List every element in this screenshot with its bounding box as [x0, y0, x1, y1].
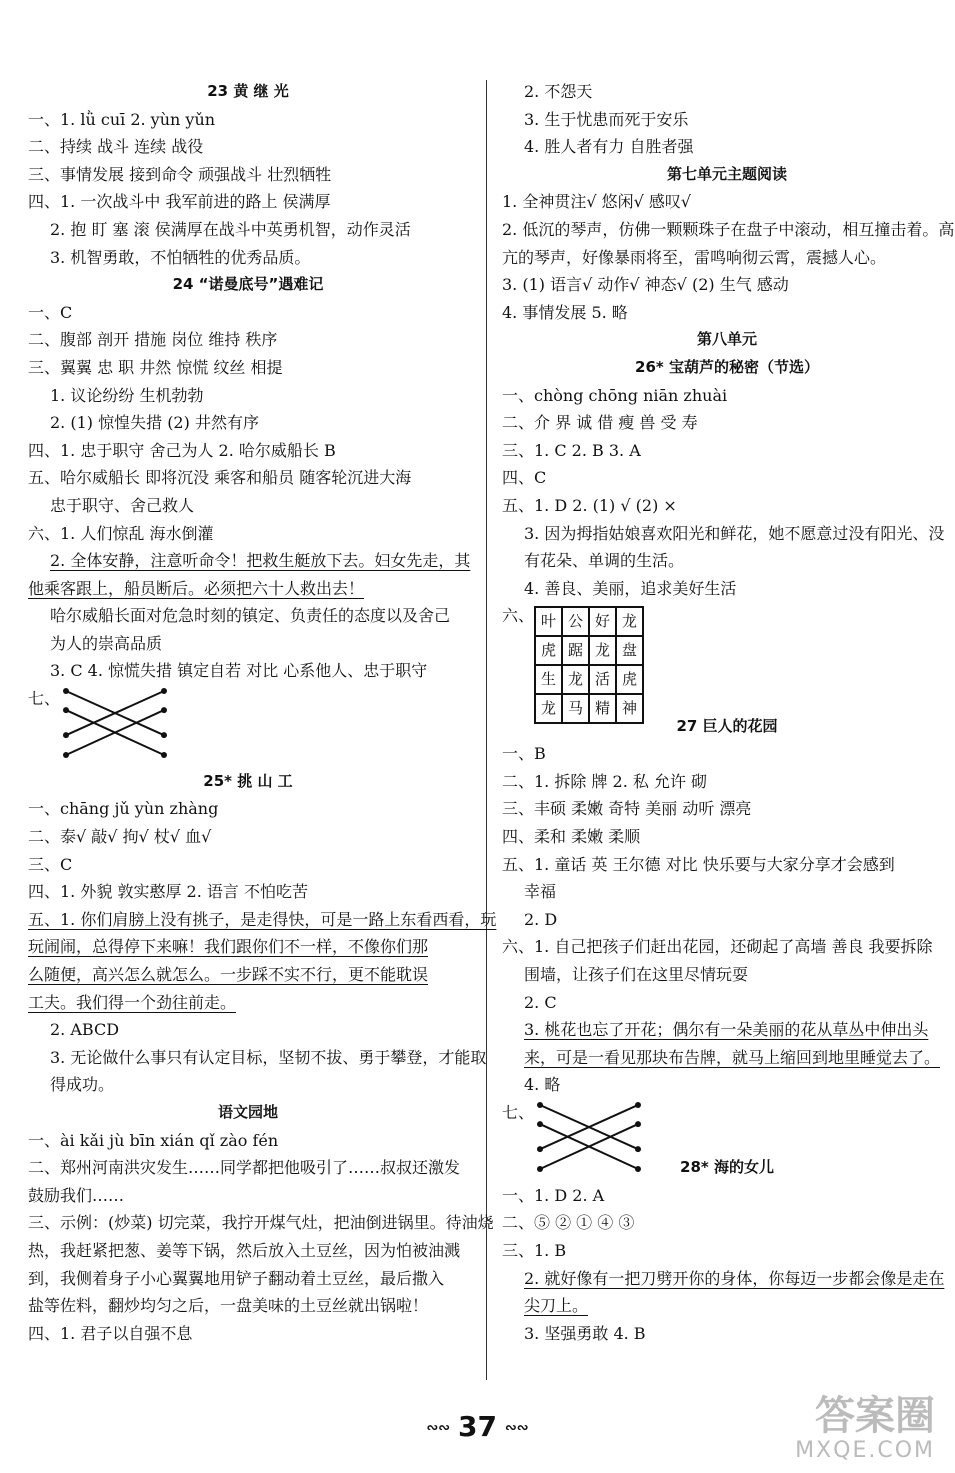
answer-line: 2. 抱 盯 塞 滚 侯满厚在战斗中英勇机智，动作灵活	[50, 219, 411, 239]
grid-cell: 龙	[562, 665, 589, 694]
answer-line: 3. 机智勇敢，不怕牺牲的优秀品质。	[50, 247, 311, 267]
answer-line: 三、示例：(炒菜) 切完菜，我拧开煤气灶，把油倒进锅里。待油烧	[28, 1213, 494, 1233]
matching-lines-diagram	[60, 685, 170, 761]
answer-line: 盐等佐料，翻炒均匀之后，一盘美味的土豆丝就出锅啦！	[28, 1296, 429, 1316]
answer-line: 二、⑤ ② ① ④ ③	[502, 1213, 635, 1233]
answer-line: 五、1. 童话 英 王尔德 对比 快乐要与大家分享才会感到	[502, 854, 895, 874]
grid-cell: 虎	[535, 636, 562, 665]
answer-line: 3. (1) 语言√ 动作√ 神态√ (2) 生气 感动	[502, 275, 789, 295]
answer-line: 三、翼翼 忠 职 井然 惊慌 纹丝 相提	[28, 357, 283, 377]
grid-cell: 踞	[562, 636, 589, 665]
answer-line: 四、柔和 柔嫩 柔顺	[502, 827, 641, 847]
answer-line: 忠于职守、舍己救人	[50, 495, 195, 515]
grid-cell: 龙	[616, 607, 643, 636]
answer-line: 1. 全神贯注√ 悠闲√ 感叹√	[502, 192, 692, 212]
answer-line: 幸福	[524, 882, 557, 902]
answer-line: 到，我侧着身子小心翼翼地用铲子翻动着土豆丝，最后撒入	[28, 1268, 445, 1288]
answer-line: 三、C	[28, 854, 73, 874]
answer-line: 3. 无论做什么事只有认定目标，坚韧不拔、勇于攀登，才能取	[50, 1047, 487, 1067]
answer-line: 2. 全体安静，注意听命令！把救生艇放下去。妇女先走，其	[50, 551, 471, 571]
answer-line: 2. C	[524, 992, 557, 1012]
section-title: 24 “诺曼底号”遇难记	[172, 275, 324, 294]
grid-cell: 生	[535, 665, 562, 694]
answer-line: 4. 事情发展 5. 略	[502, 302, 628, 322]
section-title: 27 巨人的花园	[676, 716, 778, 735]
answer-line: 他乘客跟上，船员断后。必须把六十人救出去！	[28, 578, 365, 598]
grid-cell: 公	[562, 607, 589, 636]
answer-line: 一、1. D 2. A	[502, 1185, 605, 1205]
answer-line: 六、1. 自己把孩子们赶出花园，还砌起了高墙 善良 我要拆除	[502, 937, 933, 957]
watermark-url: MXQE.COM	[795, 1438, 935, 1463]
section-title: 25* 挑 山 工	[203, 771, 293, 790]
answer-line: 鼓励我们……	[28, 1185, 125, 1205]
answer-line: 一、chāng jǔ yùn zhàng	[28, 799, 219, 819]
grid-cell: 龙	[589, 636, 616, 665]
grid-cell: 盘	[616, 636, 643, 665]
answer-line: 一、C	[28, 302, 73, 322]
answer-line: 二、郑州河南洪灾发生……同学都把他吸引了……叔叔还激发	[28, 1158, 461, 1178]
section-title: 28* 海的女儿	[680, 1158, 774, 1177]
section-title: 第八单元	[696, 330, 757, 349]
answer-line: 热，我赶紧把葱、姜等下锅，然后放入土豆丝，因为怕被油溅	[28, 1240, 461, 1260]
grid-cell: 马	[562, 694, 589, 723]
right-ornament: ∾∾	[504, 1420, 529, 1436]
answer-line: 四、1. 忠于职守 舍己为人 2. 哈尔威船长 B	[28, 440, 336, 460]
answer-line: 3. C 4. 惊慌失措 镇定自若 对比 心系他人、忠于职守	[50, 661, 428, 681]
answer-line: 三、丰硕 柔嫩 奇特 美丽 动听 漂亮	[502, 799, 752, 819]
answer-line: 3. 桃花也忘了开花；偶尔有一朵美丽的花从草丛中伸出头	[524, 1020, 929, 1040]
matching-lines-diagram	[534, 1099, 644, 1175]
answer-line: 工夫。我们得一个劲往前走。	[28, 992, 237, 1012]
section-title: 23 黄 继 光	[207, 82, 289, 100]
answer-line: 一、B	[502, 744, 546, 764]
right-column	[502, 78, 955, 1347]
answer-line: 玩闹闹，总得停下来嘛！我们跟你们不一样，不像你们那	[28, 937, 429, 957]
answer-line: 2. 不怨天	[524, 82, 593, 101]
answer-line: 七、	[28, 685, 468, 713]
answer-line: 一、1. lǜ cuī 2. yùn yǔn	[28, 109, 216, 129]
answer-line: 二、泰√ 敲√ 拘√ 杖√ 血√	[28, 827, 212, 847]
section-title: 26* 宝葫芦的秘密（节选）	[635, 357, 819, 376]
answer-line: 2. 就好像有一把刀劈开你的身体，你每迈一步都会像是走在	[524, 1268, 945, 1288]
answer-line: 四、1. 一次战斗中 我军前进的路上 侯满厚	[28, 192, 331, 212]
grid-cell: 神	[616, 694, 643, 723]
watermark	[795, 1394, 935, 1463]
grid-cell: 龙	[535, 694, 562, 723]
left-ornament: ∾∾	[426, 1420, 451, 1436]
answer-line: 来，可是一看见那块布告牌，就马上缩回到地里睡觉去了。	[524, 1047, 941, 1067]
answer-line: 五、哈尔威船长 即将沉没 乘客和船员 随客轮沉进大海	[28, 468, 412, 488]
answer-line: 4. 善良、美丽，追求美好生活	[524, 578, 737, 598]
answer-line: 一、chòng chōng niān zhuài	[502, 385, 728, 405]
answer-line: 么随便，高兴怎么就怎么。一步踩不实不行，更不能耽误	[28, 965, 429, 984]
answer-line: 1. 议论纷纷 生机勃勃	[50, 385, 204, 405]
answer-line: 为人的崇高品质	[50, 633, 163, 653]
answer-line: 七、	[502, 1099, 952, 1127]
column-divider	[486, 80, 487, 1380]
answer-line: 4. 胜人者有力 自胜者强	[524, 137, 694, 157]
grid-cell: 叶	[535, 607, 562, 636]
answer-line: 六、 叶 公 好 龙 虎 踞 龙 盘 生 龙 活 虎 龙 马 精 神	[502, 602, 952, 630]
answer-line: 得成功。	[50, 1075, 115, 1095]
grid-cell: 好	[589, 607, 616, 636]
answer-line: 二、介 界 诚 借 瘦 兽 受 寿	[502, 413, 698, 433]
answer-line: 三、1. B	[502, 1240, 567, 1260]
answer-line: 2. D	[524, 909, 558, 929]
answer-line: 三、事情发展 接到命令 顽强战斗 壮烈牺牲	[28, 164, 332, 184]
answer-line: 六、1. 人们惊乱 海水倒灌	[28, 523, 214, 543]
answer-line: 四、1. 外貌 敦实憨厚 2. 语言 不怕吃苦	[28, 882, 308, 902]
grid-cell: 虎	[616, 665, 643, 694]
section-title: 语文园地	[217, 1102, 278, 1121]
answer-line: 二、1. 拆除 牌 2. 私 允许 砌	[502, 771, 708, 791]
answer-line: 围墙，让孩子们在这里尽情玩耍	[524, 965, 749, 984]
answer-line: 尖刀上。	[524, 1296, 589, 1316]
answer-line: 2. (1) 惊惶失措 (2) 井然有序	[50, 413, 259, 433]
answer-line: 四、C	[502, 468, 547, 488]
answer-line: 亢的琴声，好像暴雨将至，雷鸣响彻云霄，震撼人心。	[502, 247, 887, 267]
section-title: 第七单元主题阅读	[666, 164, 787, 183]
answer-line: 二、持续 战斗 连续 战役	[28, 137, 204, 157]
watermark-logo: 答案圈	[815, 1393, 935, 1439]
answer-line: 哈尔威船长面对危急时刻的镇定、负责任的态度以及舍己	[50, 606, 451, 626]
answer-line: 4. 略	[524, 1075, 561, 1095]
left-column	[28, 78, 497, 1347]
answer-line: 五、1. 你们肩膀上没有挑子，是走得快，可是一路上东看西看，玩	[28, 909, 497, 929]
idiom-grid	[534, 606, 644, 724]
answer-line: 四、1. 君子以自强不息	[28, 1323, 193, 1343]
answer-line: 2. 低沉的琴声，仿佛一颗颗珠子在盘子中滚动，相互撞击着。高	[502, 219, 955, 239]
answer-line: 3. 生于忧患而死于安乐	[524, 109, 689, 129]
answer-line: 3. 因为拇指姑娘喜欢阳光和鲜花，她不愿意过没有阳光、没	[524, 523, 945, 543]
answer-line: 二、腹部 剖开 措施 岗位 维持 秩序	[28, 330, 278, 350]
page-number: 37	[458, 1410, 497, 1443]
answer-line: 3. 坚强勇敢 4. B	[524, 1323, 646, 1343]
answer-line: 五、1. D 2. (1) √ (2) ×	[502, 495, 677, 515]
answer-line: 一、ài kǎi jù bīn xián qǐ zào fén	[28, 1130, 279, 1150]
grid-cell: 活	[589, 665, 616, 694]
answer-line: 三、1. C 2. B 3. A	[502, 440, 641, 460]
answer-line: 2. ABCD	[50, 1020, 120, 1040]
answer-line: 有花朵、单调的生活。	[524, 551, 685, 571]
grid-cell: 精	[589, 694, 616, 723]
